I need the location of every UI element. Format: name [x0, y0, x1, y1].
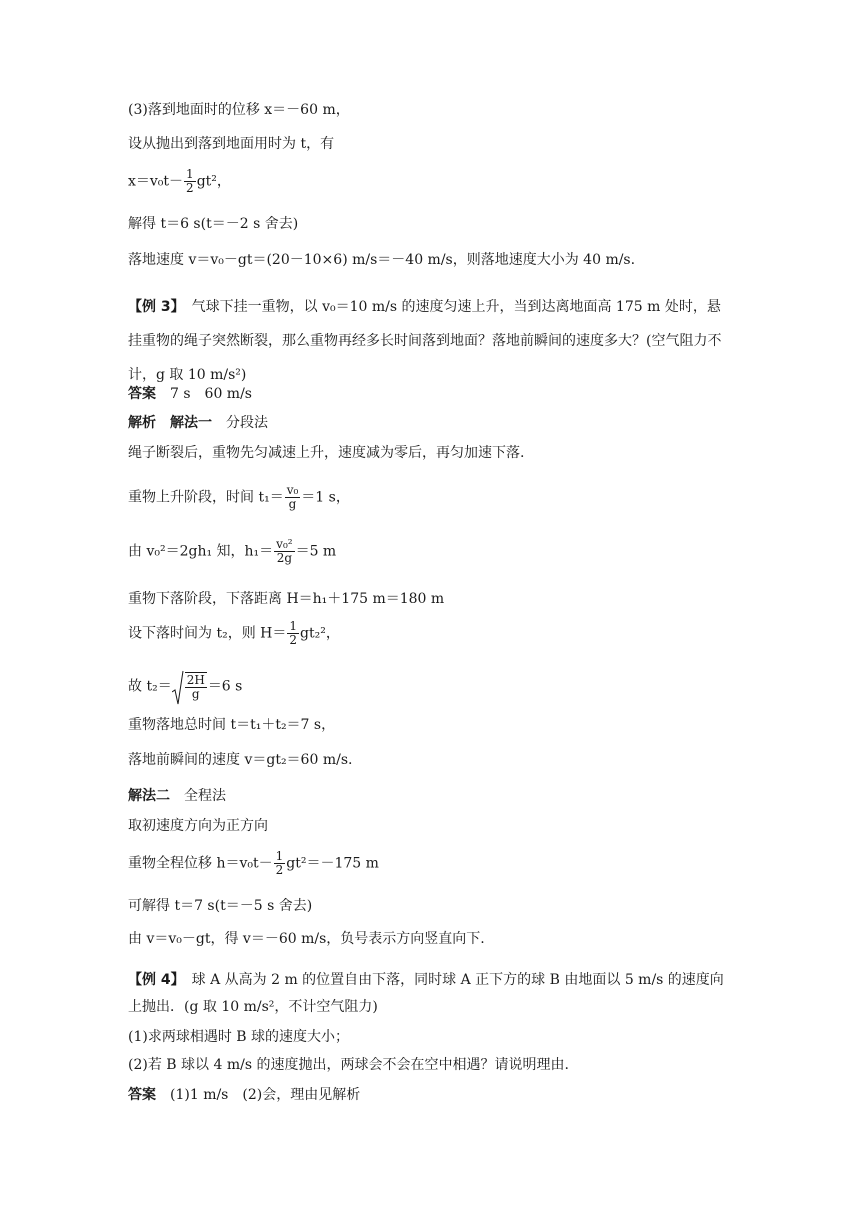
method-1-line-4: 重物下落阶段，下落距离 H＝h₁＋175 m＝180 m	[128, 591, 445, 607]
method-2-line-3: 可解得 t＝7 s(t＝－5 s 舍去)	[128, 898, 313, 914]
formula-text: ＝1 s，	[301, 489, 350, 506]
formula-text: 设下落时间为 t₂，则 H＝	[128, 625, 287, 642]
formula-text: ＝6 s	[207, 678, 243, 695]
formula-h	[128, 850, 379, 877]
example-4-question-1: (1)求两球相遇时 B 球的速度大小；	[128, 1029, 350, 1045]
formula-h1	[128, 538, 336, 565]
method-2-line-4: 由 v＝v₀－gt，得 v＝－60 m/s，负号表示方向竖直向下.	[128, 931, 485, 947]
example-3	[128, 290, 730, 392]
fraction-2H-over-g: $\frac{2H}{g}$	[186, 673, 205, 701]
method-2-line-1: 取初速度方向为正方向	[128, 818, 268, 834]
fraction-half: $\frac{1}{2}$	[289, 619, 297, 647]
formula-text: 重物全程位移 h＝v₀t－	[128, 855, 273, 872]
example-4-text: 球 A 从高为 2 m 的位置自由下落，同时球 A 正下方的球 B 由地面以 5 m/s 的速度向上抛出．(g 取 10 m/s²，不计空气阻力)	[128, 972, 724, 1015]
analysis-method-1	[128, 414, 268, 432]
formula-text: gt²，	[196, 173, 231, 190]
formula-displacement	[128, 168, 231, 195]
sqrt-symbol	[172, 672, 208, 701]
fraction-half: $\frac{1}{2}$	[275, 849, 284, 877]
method-2-tag: 解法二	[128, 788, 170, 804]
formula-text: 重物上升阶段，时间 t₁＝	[128, 489, 284, 506]
formula-text: 由 v₀²＝2gh₁ 知，h₁＝	[128, 543, 274, 560]
method-2-heading	[128, 787, 226, 805]
method-1-line-7: 重物落地总时间 t＝t₁＋t₂＝7 s，	[128, 717, 336, 733]
formula-text: x＝v₀t－	[128, 173, 184, 190]
method-1-line-8: 落地前瞬间的速度 v＝gt₂＝60 m/s.	[128, 752, 353, 768]
formula-text: gt²＝－175 m	[286, 855, 379, 872]
fraction-half: $\frac{1}{2}$	[186, 167, 194, 195]
formula-t2	[128, 672, 242, 701]
part3-landing-speed: 落地速度 v＝v₀－gt＝(20－10×6) m/s＝－40 m/s，则落地速度大小为 40 m/s.	[128, 252, 636, 268]
answer-3-text: 7 s 60 m/s	[170, 386, 252, 402]
example-4	[128, 967, 730, 1021]
method-2-name: 全程法	[184, 788, 226, 804]
example-4-tag: 【例 4】	[128, 972, 178, 988]
example-3-text: 气球下挂一重物，以 v₀＝10 m/s 的速度匀速上升，当到达离地面高 175 m 处时，悬挂重物的绳子突然断裂，那么重物再经多长时间落到地面？落地前瞬间的速度多大？(空气阻力不计，g 取 10 m/s²)	[128, 299, 722, 383]
part3-time-setup: 设从抛出到落到地面用时为 t，有	[128, 136, 335, 152]
formula-text: ＝5 m	[295, 543, 337, 560]
answer-4-tag: 答案	[128, 1087, 156, 1103]
formula-text: 故 t₂＝	[128, 678, 172, 695]
part3-solve: 解得 t＝6 s(t＝－2 s 舍去)	[128, 216, 299, 232]
answer-3	[128, 385, 252, 403]
example-3-tag: 【例 3】	[128, 299, 178, 315]
answer-4	[128, 1086, 360, 1104]
method-1-name: 分段法	[226, 415, 268, 431]
answer-3-tag: 答案	[128, 386, 156, 402]
analysis-tag: 解析	[128, 415, 156, 431]
answer-4-text: (1)1 m/s (2)会，理由见解析	[170, 1087, 361, 1103]
example-4-question-2: (2)若 B 球以 4 m/s 的速度抛出，两球会不会在空中相遇？请说明理由.	[128, 1057, 569, 1073]
method-1-tag: 解法一	[170, 415, 212, 431]
fraction-v0-over-g: $\frac{\text{v₀}}{g}$	[286, 483, 299, 511]
fraction-v0sq-over-2g: $\frac{\text{v₀²}}{2g}$	[276, 537, 293, 565]
method-1-line-1: 绳子断裂后，重物先匀减速上升，速度减为零后，再匀加速下落.	[128, 445, 525, 461]
formula-text: gt₂²，	[300, 625, 340, 642]
part3-displacement: (3)落到地面时的位移 x＝－60 m，	[128, 102, 350, 118]
formula-H	[128, 620, 340, 647]
formula-t1	[128, 484, 350, 511]
